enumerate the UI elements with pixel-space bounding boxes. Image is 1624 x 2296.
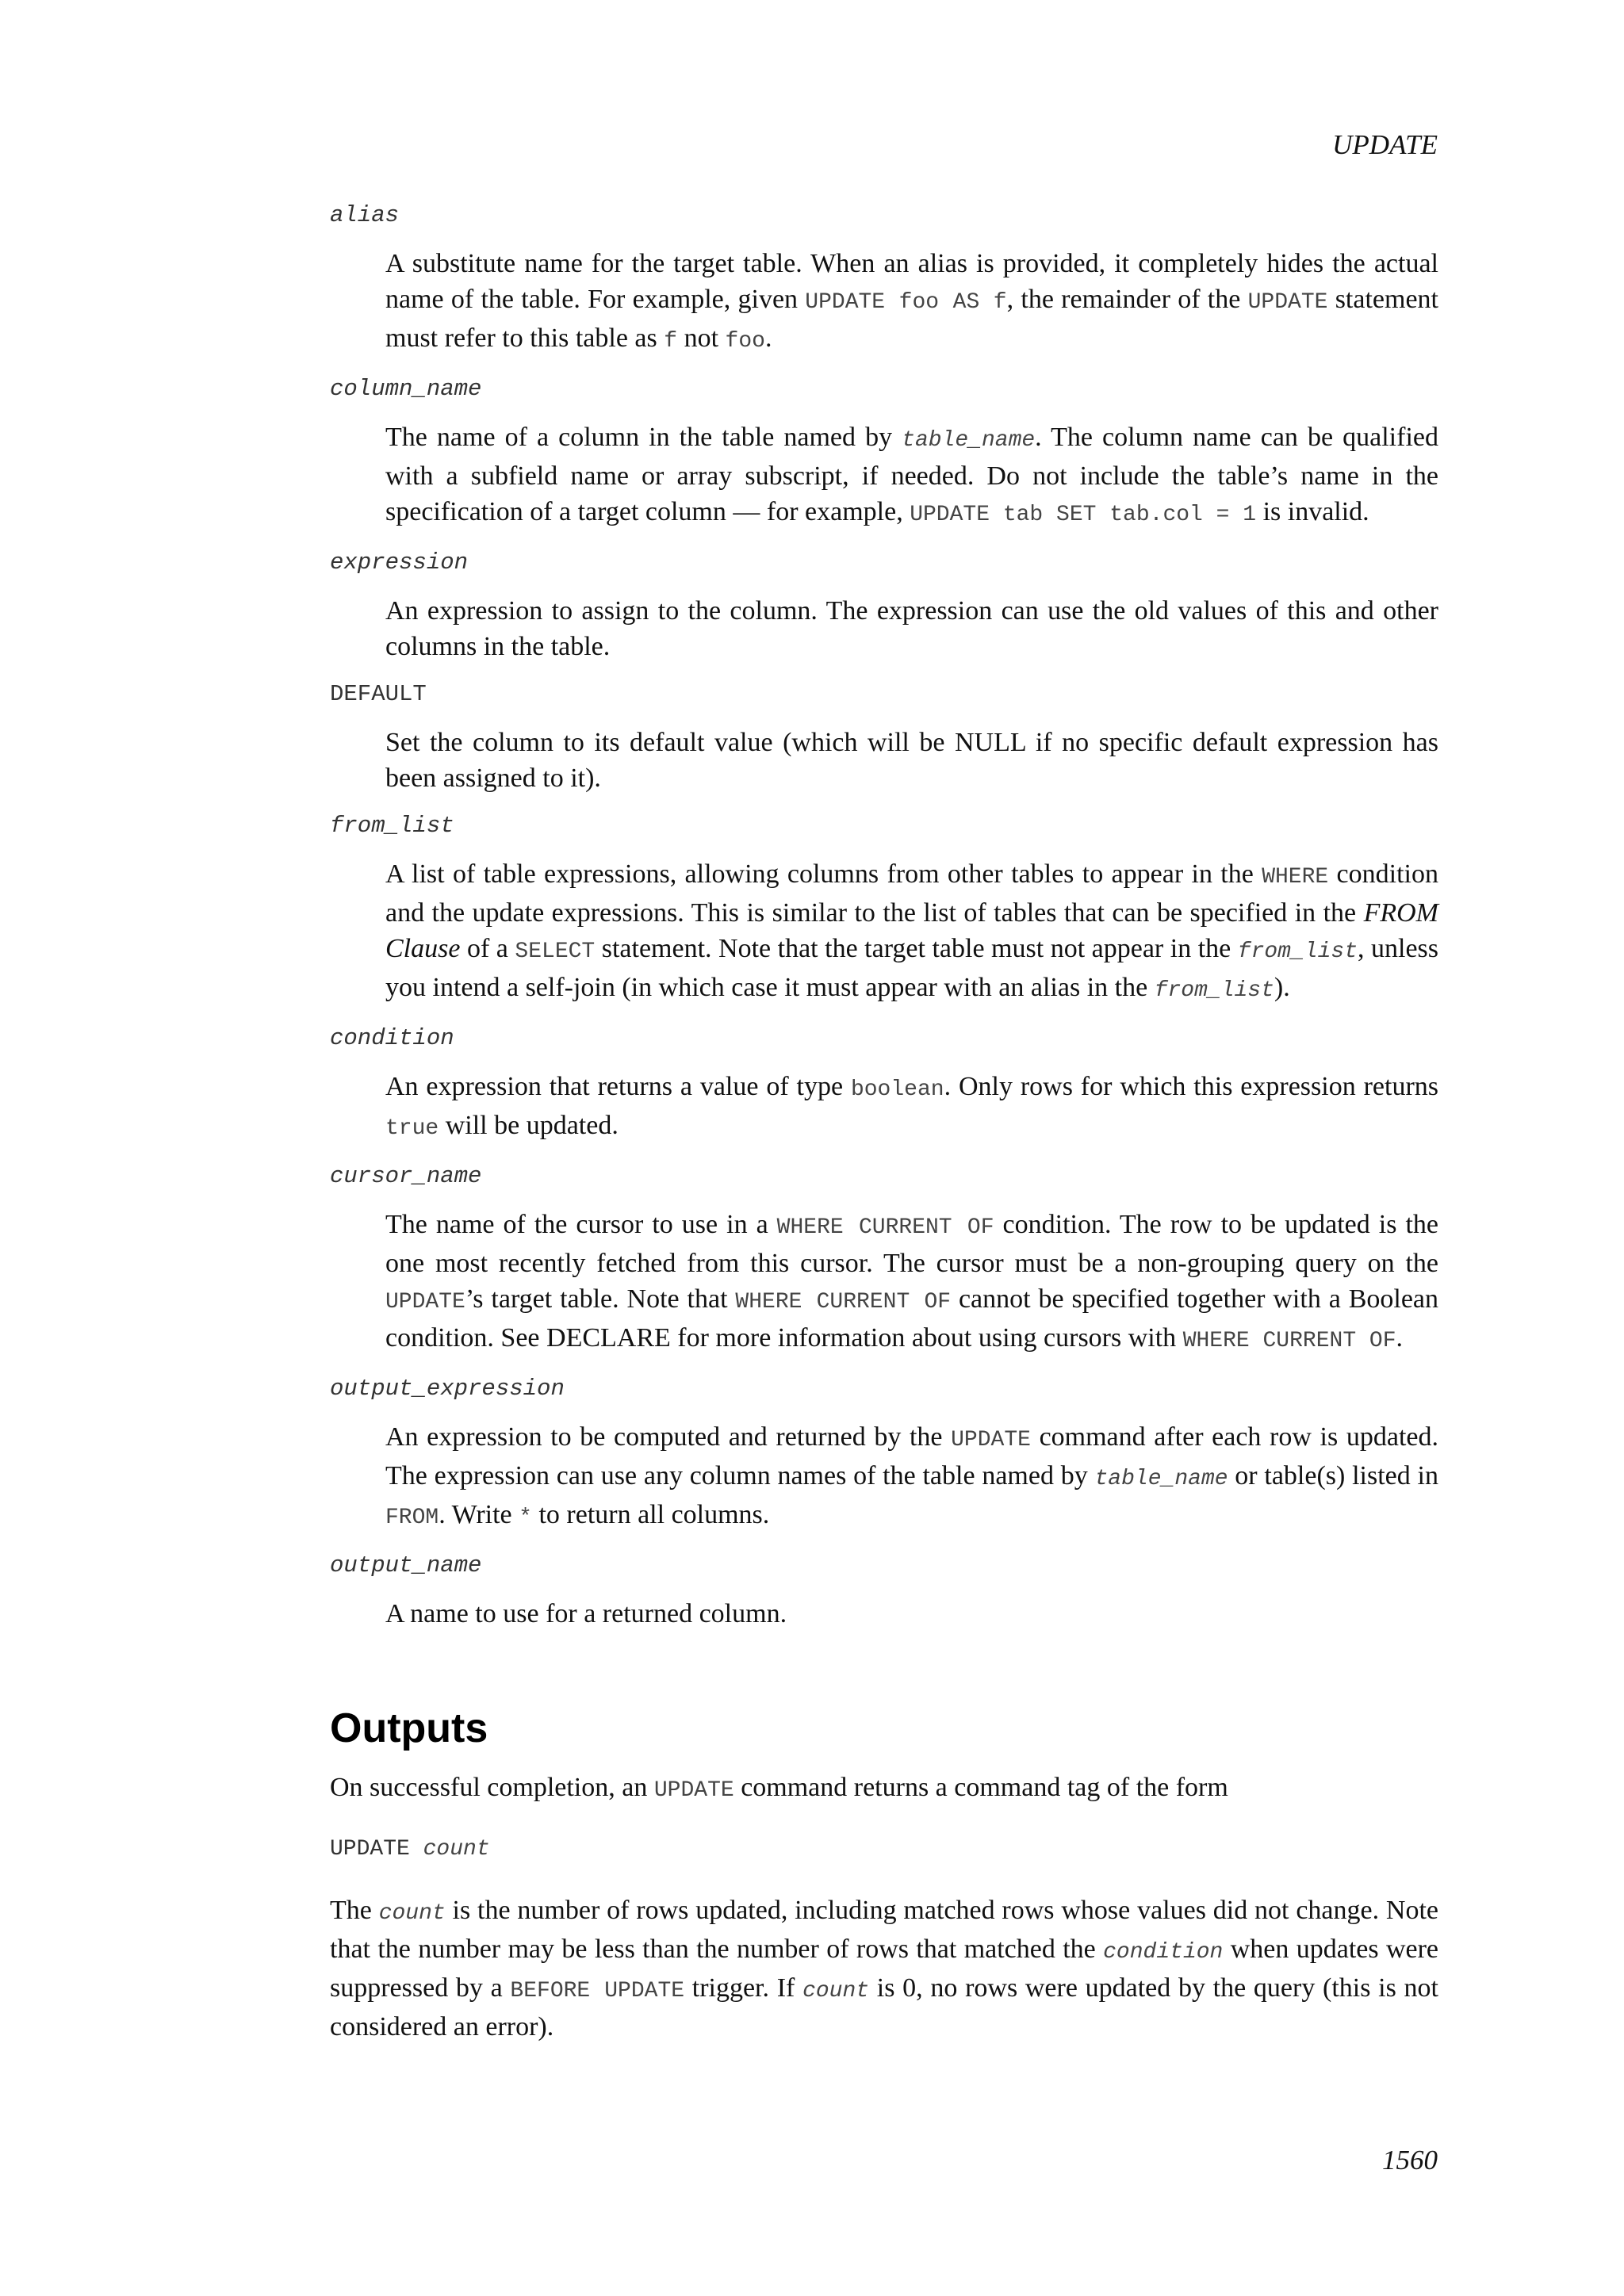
- replaceable: from_list: [1237, 939, 1358, 964]
- text: not: [677, 323, 726, 353]
- text: .: [764, 323, 772, 353]
- text: command after each row is updated. The expression can use any column names of the table named by: [385, 1422, 1438, 1490]
- param-term-cursor-name: cursor_name: [330, 1163, 482, 1189]
- code: *: [519, 1506, 532, 1530]
- text: is invalid.: [1256, 497, 1369, 526]
- code: WHERE CURRENT OF: [1182, 1329, 1396, 1353]
- text: is the number of rows updated, including matched rows whose values did not change. Note that the number may be less than the number of rows that matched the: [330, 1896, 1439, 1964]
- text: statement must refer to this table as: [385, 285, 1438, 353]
- code: boolean: [850, 1077, 944, 1102]
- text: ’s target table. Note that: [465, 1284, 736, 1314]
- synopsis-command: UPDATE: [330, 1837, 423, 1862]
- replaceable: count: [423, 1837, 490, 1862]
- param-term-expression: expression: [330, 549, 469, 576]
- text: of a: [460, 934, 515, 963]
- code: UPDATE: [653, 1778, 734, 1803]
- text: will be updated.: [439, 1111, 619, 1140]
- text: or table(s) listed in: [1228, 1461, 1438, 1490]
- text: to return all columns.: [531, 1500, 770, 1529]
- param-desc-default: Set the column to its default value (which will be NULL if no specific default expression has been assigned to it).: [385, 728, 1438, 793]
- replaceable: condition: [1103, 1940, 1224, 1965]
- code: UPDATE tab SET tab.col = 1: [910, 503, 1257, 527]
- replaceable: count: [378, 1901, 446, 1926]
- code: UPDATE: [385, 1290, 465, 1314]
- running-head: UPDATE: [1332, 129, 1438, 160]
- code: UPDATE: [1247, 290, 1328, 315]
- text: . The column name can be qualified with a subfield name or array subscript, if needed. Do not include the table’s name in the specification of a target column — for example,: [385, 423, 1438, 526]
- outputs-paragraph-1: [330, 1770, 1438, 1808]
- param-term-output-name: output_name: [330, 1552, 482, 1578]
- document-body: [330, 197, 1438, 2045]
- text: is 0, no rows were updated by the query (this is not considered an error).: [330, 1973, 1438, 2042]
- text: The: [330, 1896, 379, 1925]
- code: f: [664, 329, 678, 354]
- param-desc-output-expression: [385, 1419, 1438, 1536]
- param-desc-alias: [385, 246, 1438, 359]
- replaceable: table_name: [1094, 1467, 1228, 1491]
- text: trigger. If: [684, 1973, 803, 2003]
- text: condition. The row to be updated is the one most recently fetched from this cursor. The cursor must be a non-grouping query on the: [385, 1210, 1439, 1278]
- param-term-column-name: column_name: [330, 376, 482, 402]
- param-term-from-list: from_list: [330, 813, 454, 839]
- text: A substitute name for the target table. When an alias is provided, it completely hides the actual name of the table. For example, given: [385, 249, 1438, 314]
- text: condition and the update expressions. This is similar to the list of tables that can be specified in the: [385, 859, 1438, 928]
- cross-reference: FROM Clause: [385, 898, 1438, 963]
- replaceable: table_name: [902, 428, 1036, 453]
- text: An expression to be computed and returned by the: [385, 1422, 952, 1452]
- text: , the remainder of the: [1006, 285, 1248, 314]
- param-term-default: DEFAULT: [330, 681, 427, 707]
- text: statement. Note that the target table must not appear in the: [595, 934, 1238, 963]
- text: . Write: [439, 1500, 519, 1529]
- code: true: [385, 1116, 439, 1141]
- param-desc-condition: [385, 1069, 1438, 1146]
- text: when updates were suppressed by a: [330, 1934, 1439, 2003]
- param-term-condition: condition: [330, 1025, 454, 1051]
- param-desc-column-name: [385, 419, 1438, 533]
- code: WHERE: [1262, 865, 1329, 890]
- param-desc-cursor-name: [385, 1207, 1438, 1359]
- code: WHERE CURRENT OF: [776, 1215, 994, 1240]
- text: On successful completion, an: [330, 1773, 654, 1802]
- param-desc-output-name: A name to use for a returned column.: [385, 1599, 787, 1628]
- page-number: 1560: [1382, 2145, 1438, 2175]
- code: WHERE CURRENT OF: [735, 1290, 952, 1314]
- text: ).: [1274, 973, 1290, 1002]
- param-desc-from-list: [385, 856, 1438, 1008]
- code: SELECT: [515, 939, 596, 964]
- outputs-paragraph-2: [330, 1892, 1438, 2045]
- text: cannot be specified together with a Boolean condition. See DECLARE for more information about using cursors with: [385, 1284, 1439, 1353]
- code: foo: [725, 329, 765, 354]
- code: BEFORE UPDATE: [510, 1979, 685, 2003]
- text: . Only rows for which this expression returns: [944, 1072, 1438, 1101]
- replaceable: count: [802, 1979, 870, 2003]
- param-term-output-expression: output_expression: [330, 1376, 565, 1402]
- section-heading-outputs: Outputs: [330, 1705, 488, 1751]
- text: , unless you intend a self-join (in which case it must appear with an alias in the: [385, 934, 1439, 1002]
- command-tag-synopsis: [330, 1834, 1438, 1866]
- param-term-alias: alias: [330, 202, 400, 228]
- text: The name of the cursor to use in a: [385, 1210, 777, 1239]
- param-desc-expression: An expression to assign to the column. The expression can use the old values of this and other columns in the table.: [385, 596, 1438, 661]
- code: UPDATE foo AS f: [805, 290, 1007, 315]
- text: .: [1396, 1323, 1404, 1353]
- text: A list of table expressions, allowing columns from other tables to appear in the: [385, 859, 1262, 889]
- text: The name of a column in the table named by: [385, 423, 902, 452]
- code: UPDATE: [951, 1428, 1031, 1452]
- code: FROM: [385, 1506, 439, 1530]
- text: An expression that returns a value of type: [385, 1072, 851, 1101]
- replaceable: from_list: [1154, 978, 1274, 1003]
- text: command returns a command tag of the form: [733, 1773, 1228, 1802]
